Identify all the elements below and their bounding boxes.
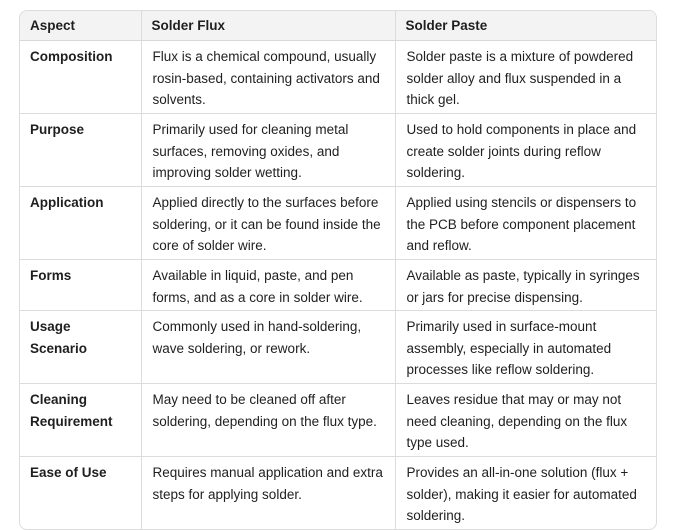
table-header-row <box>20 11 656 41</box>
table-row <box>20 384 656 457</box>
aspect-label: Application <box>30 195 104 210</box>
aspect-label: Composition <box>30 49 113 64</box>
flux-cell <box>141 311 395 384</box>
paste-text: Primarily used in surface-mount assembly, especially in automated processes like reflow soldering. <box>406 319 612 377</box>
aspect-cell <box>20 384 141 457</box>
flux-cell <box>141 114 395 187</box>
table-row <box>20 311 656 384</box>
header-solder-flux: Solder Flux <box>141 11 395 41</box>
aspect-cell <box>20 114 141 187</box>
aspect-cell <box>20 41 141 114</box>
flux-text: May need to be cleaned off after soldering, depending on the flux type. <box>152 392 377 429</box>
flux-text: Commonly used in hand-soldering, wave soldering, or rework. <box>152 319 362 356</box>
comparison-table <box>20 11 656 529</box>
table-row <box>20 41 656 114</box>
flux-cell <box>141 41 395 114</box>
paste-text: Used to hold components in place and create solder joints during reflow soldering. <box>406 122 637 180</box>
paste-text: Provides an all-in-one solution (flux + solder), making it easier for automated soldering. <box>406 465 637 523</box>
flux-cell <box>141 384 395 457</box>
paste-cell <box>395 384 656 457</box>
flux-text: Applied directly to the surfaces before soldering, or it can be found inside the core of solder wire. <box>152 195 381 253</box>
aspect-label: Usage Scenario <box>30 319 88 356</box>
comparison-table-container <box>19 10 657 530</box>
aspect-cell <box>20 260 141 311</box>
table-row <box>20 457 656 530</box>
paste-text: Solder paste is a mixture of powdered solder alloy and flux suspended in a thick gel. <box>406 49 634 107</box>
aspect-cell <box>20 311 141 384</box>
paste-cell <box>395 260 656 311</box>
aspect-label: Cleaning Requirement <box>30 392 113 429</box>
header-solder-paste: Solder Paste <box>395 11 656 41</box>
aspect-label: Purpose <box>30 122 85 137</box>
paste-text: Applied using stencils or dispensers to the PCB before component placement and reflow. <box>406 195 637 253</box>
paste-cell <box>395 311 656 384</box>
aspect-label: Ease of Use <box>30 465 107 480</box>
flux-text: Primarily used for cleaning metal surfaces, removing oxides, and improving solder wetting. <box>152 122 349 180</box>
paste-text: Available as paste, typically in syringes or jars for precise dispensing. <box>406 268 640 305</box>
flux-text: Available in liquid, paste, and pen forms, and as a core in solder wire. <box>152 268 363 305</box>
paste-cell <box>395 114 656 187</box>
header-aspect: Aspect <box>20 11 141 41</box>
table-row <box>20 187 656 260</box>
paste-cell <box>395 41 656 114</box>
paste-cell <box>395 187 656 260</box>
flux-cell <box>141 457 395 530</box>
table-row <box>20 114 656 187</box>
paste-text: Leaves residue that may or may not need cleaning, depending on the flux type used. <box>406 392 628 450</box>
aspect-cell <box>20 457 141 530</box>
paste-cell <box>395 457 656 530</box>
flux-text: Flux is a chemical compound, usually rosin-based, containing activators and solvents. <box>152 49 380 107</box>
flux-cell <box>141 187 395 260</box>
aspect-label: Forms <box>30 268 72 283</box>
table-row <box>20 260 656 311</box>
aspect-cell <box>20 187 141 260</box>
flux-cell <box>141 260 395 311</box>
flux-text: Requires manual application and extra steps for applying solder. <box>152 465 383 502</box>
